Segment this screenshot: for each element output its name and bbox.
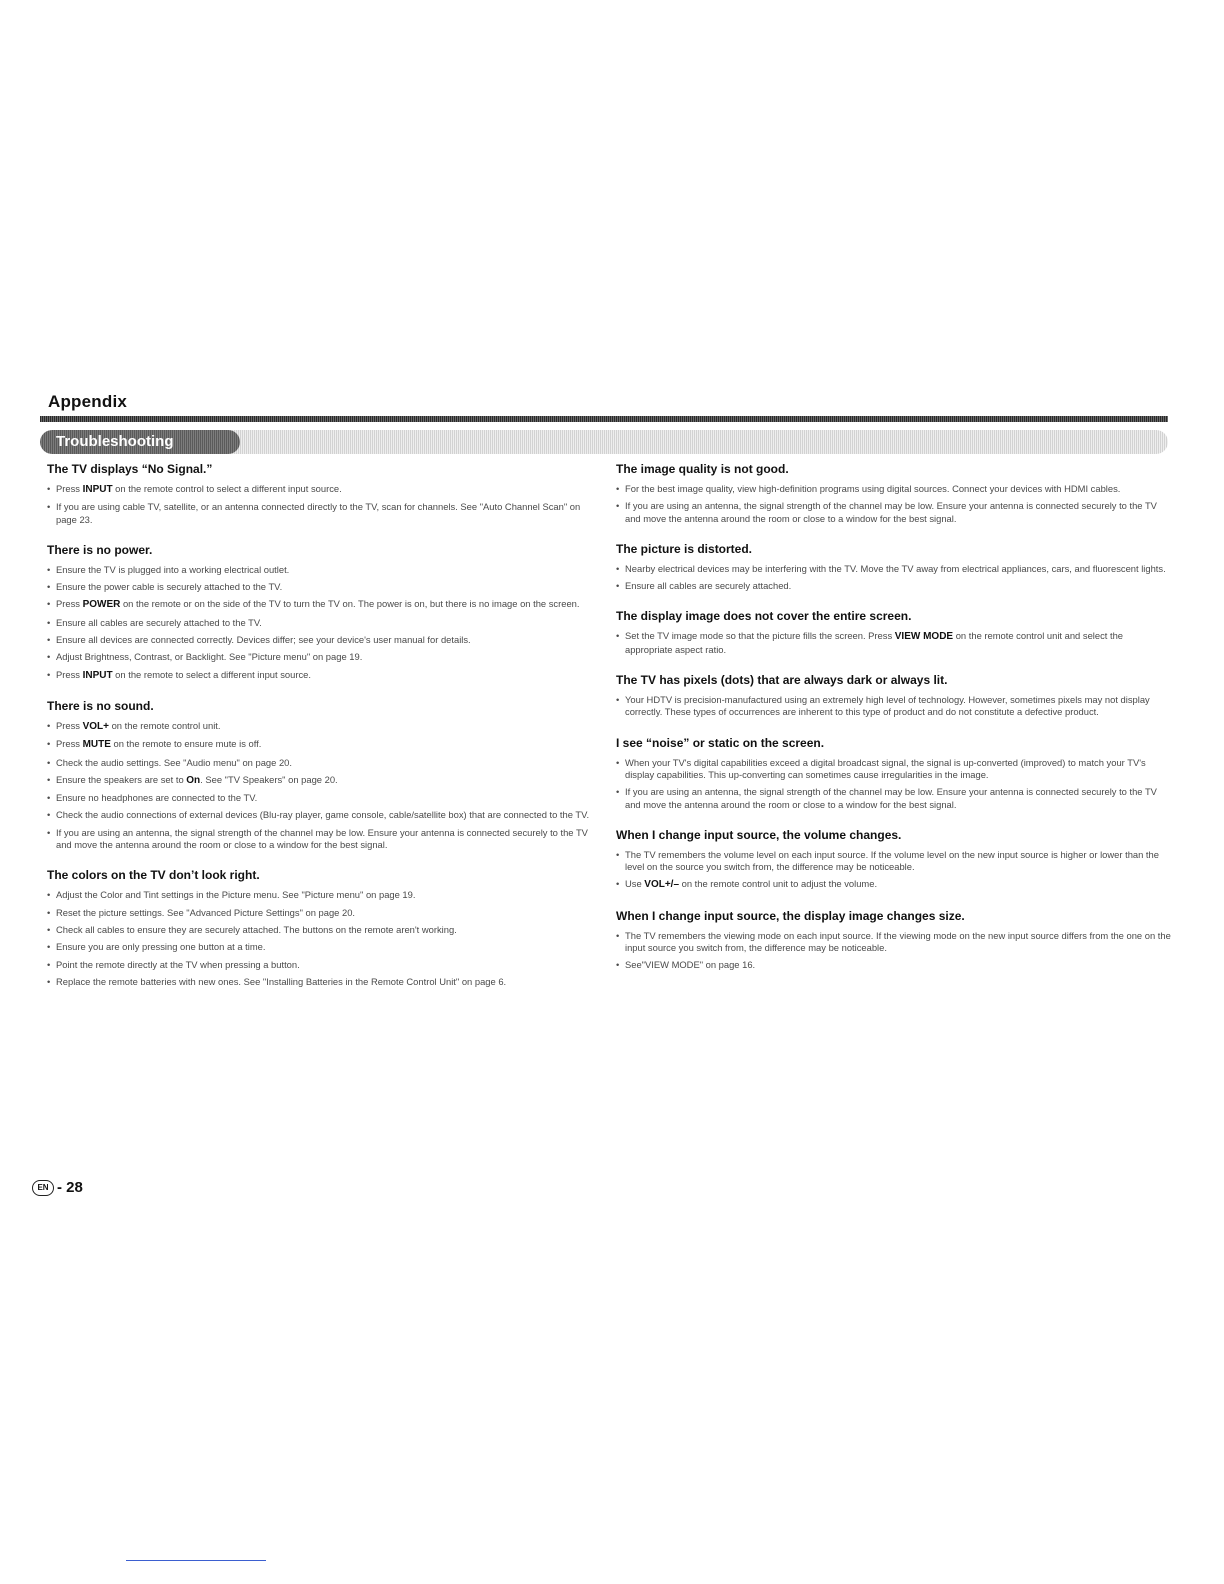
emphasis-text: POWER: [82, 599, 121, 611]
item-text: Press: [56, 483, 83, 494]
item-text: . See "TV Speakers" on page 20.: [200, 773, 338, 785]
list-item: [47, 598, 602, 611]
topic-heading: When I change input source, the display image changes size.: [616, 908, 965, 923]
list-item: [47, 564, 602, 576]
item-text: on the remote or on the side of the TV to turn the TV on. The power is on, but there is no image on the screen.: [120, 598, 580, 610]
section-title: Troubleshooting: [56, 433, 174, 450]
list-item: [616, 878, 1172, 891]
topic-list: [47, 889, 602, 988]
item-text: Check the audio settings. See "Audio menu" on page 20.: [56, 756, 292, 768]
list-item: [47, 581, 602, 593]
troubleshooting-topic: [47, 462, 602, 526]
list-item: [616, 959, 1172, 971]
list-item: [47, 651, 602, 663]
item-text: Point the remote directly at the TV when pressing a button.: [56, 958, 300, 970]
topic-list: [616, 694, 1172, 719]
language-badge-icon: EN: [32, 1180, 54, 1196]
list-item: [47, 738, 602, 751]
footer-rule: [126, 1560, 266, 1561]
item-text: Ensure the speakers are set to: [56, 773, 187, 785]
troubleshooting-topic: [616, 609, 1172, 656]
topic-heading: I see “noise” or static on the screen.: [616, 735, 825, 750]
item-text: Use: [625, 878, 645, 890]
item-text: Adjust the Color and Tint settings in the Picture menu. See "Picture menu" on page 19.: [56, 889, 416, 901]
emphasis-text: VIEW MODE: [894, 631, 954, 643]
topic-list: [616, 757, 1172, 811]
item-text: When your TV's digital capabilities exceed a digital broadcast signal, the signal is up-converted (improved) to match your TV's display capabilities. This up-converting can sometimes cause irregularities in the image.: [625, 756, 1146, 780]
list-item: [47, 483, 602, 496]
item-text: If you are using cable TV, satellite, or an antenna connected directly to the TV, scan for channels. See "Auto Channel Scan" on page 23.: [56, 501, 581, 525]
item-text: Check all cables to ensure they are securely attached. The buttons on the remote aren't working.: [56, 923, 457, 935]
topic-heading: The TV displays “No Signal.”: [47, 462, 213, 476]
item-text: Your HDTV is precision-manufactured using an extremely high level of technology. However, sometimes pixels may not display correctly. These types of occurrences are inherent to this type of product and do not constitute a defective product.: [625, 694, 1150, 718]
list-item: [47, 757, 602, 769]
list-item: [47, 617, 602, 629]
list-item: [47, 889, 602, 901]
item-text: Ensure the power cable is securely attached to the TV.: [56, 581, 283, 593]
emphasis-text: MUTE: [82, 739, 111, 751]
item-text: See"VIEW MODE" on page 16.: [625, 959, 756, 971]
list-item: [47, 774, 602, 787]
list-item: [47, 634, 602, 646]
topic-list: [616, 849, 1172, 892]
item-text: on the remote control unit and select the appropriate aspect ratio.: [625, 630, 1124, 655]
troubleshooting-topic: [47, 543, 602, 682]
item-text: on the remote control unit to adjust the volume.: [679, 878, 878, 890]
list-item: [616, 500, 1172, 525]
topic-heading: When I change input source, the volume changes.: [616, 827, 902, 842]
item-text: Ensure the TV is plugged into a working electrical outlet.: [56, 563, 290, 575]
list-item: [47, 959, 602, 971]
list-item: [47, 669, 602, 682]
emphasis-text: On: [186, 774, 201, 786]
item-text: Set the TV image mode so that the picture fills the screen. Press: [625, 630, 895, 642]
topic-list: [616, 930, 1172, 972]
list-item: [47, 501, 602, 526]
list-item: [616, 930, 1172, 955]
item-text: Press: [56, 719, 83, 731]
list-item: [47, 809, 602, 821]
item-text: on the remote to ensure mute is off.: [110, 738, 262, 750]
item-text: on the remote control to select a different input source.: [112, 483, 342, 494]
troubleshooting-topic: [47, 699, 602, 851]
item-text: Press: [56, 668, 83, 680]
item-text: The TV remembers the viewing mode on each input source. If the viewing mode on the new input source differs from the one on the input source you switch from, the difference may be noticeable.: [625, 929, 1171, 954]
topic-heading: The image quality is not good.: [616, 462, 789, 476]
page-footer: [32, 1179, 83, 1196]
topic-heading: The display image does not cover the entire screen.: [616, 609, 912, 624]
list-item: [616, 563, 1172, 575]
list-item: [616, 786, 1172, 811]
list-item: [616, 757, 1172, 782]
troubleshooting-topic: [616, 673, 1172, 719]
item-text: Check the audio connections of external devices (Blu-ray player, game console, cable/satellite box) that are connected to the TV.: [56, 809, 590, 821]
right-column: [616, 462, 1172, 989]
topic-heading: There is no power.: [47, 542, 153, 557]
item-text: Adjust Brightness, Contrast, or Backlight. See "Picture menu" on page 19.: [56, 651, 363, 663]
section-bar: [40, 430, 1168, 454]
item-text: If you are using an antenna, the signal strength of the channel may be low. Ensure your antenna is connected securely to the TV and move the antenna around the room or close to a window for the best signal.: [625, 500, 1157, 524]
topic-heading: The picture is distorted.: [616, 541, 753, 556]
topic-heading: The TV has pixels (dots) that are always dark or always lit.: [616, 673, 948, 688]
list-item: [616, 580, 1172, 592]
item-text: Ensure all devices are connected correctly. Devices differ; see your device's user manual for details.: [56, 634, 471, 646]
item-text: Ensure no headphones are connected to the TV.: [56, 792, 258, 804]
item-text: If you are using an antenna, the signal strength of the channel may be low. Ensure your antenna is connected securely to the TV and move the antenna around the room or close to a window for the best signal.: [625, 786, 1157, 810]
troubleshooting-topic: [616, 542, 1172, 593]
item-text: Reset the picture settings. See "Advanced Picture Settings" on page 20.: [56, 906, 356, 918]
item-text: For the best image quality, view high-definition programs using digital sources. Connect your devices with HDMI cables.: [625, 483, 1121, 494]
troubleshooting-topic: [616, 736, 1172, 811]
list-item: [616, 630, 1172, 656]
list-item: [616, 694, 1172, 719]
troubleshooting-topic: [47, 868, 602, 988]
topic-list: [616, 483, 1172, 525]
item-text: Ensure you are only pressing one button at a time.: [56, 941, 266, 953]
list-item: [47, 720, 602, 733]
item-text: Nearby electrical devices may be interfering with the TV. Move the TV away from electrical appliances, cars, and fluorescent lights.: [625, 562, 1166, 574]
item-text: Ensure all cables are securely attached to the TV.: [56, 616, 262, 628]
item-text: If you are using an antenna, the signal strength of the channel may be low. Ensure your antenna is connected securely to the TV and move the antenna around the room or close to a window for the best signal.: [56, 826, 588, 851]
item-text: Press: [56, 598, 83, 610]
topic-list: [616, 630, 1172, 656]
list-item: [47, 907, 602, 919]
emphasis-text: VOL+: [82, 720, 109, 732]
item-text: Ensure all cables are securely attached.: [625, 580, 792, 592]
left-column: [47, 462, 602, 1005]
list-item: [616, 483, 1172, 495]
topic-list: [47, 564, 602, 682]
list-item: [47, 976, 602, 988]
troubleshooting-topic: [616, 828, 1172, 892]
topic-list: [47, 720, 602, 851]
emphasis-text: INPUT: [82, 669, 113, 681]
troubleshooting-topic: [616, 909, 1172, 972]
item-text: Replace the remote batteries with new ones. See "Installing Batteries in the Remote Control Unit" on page 6.: [56, 975, 507, 987]
topic-list: [47, 483, 602, 526]
list-item: [47, 827, 602, 852]
list-item: [616, 849, 1172, 874]
emphasis-text: VOL+/–: [644, 879, 680, 891]
troubleshooting-topic: [616, 462, 1172, 525]
topic-heading: There is no sound.: [47, 698, 154, 713]
topic-list: [616, 563, 1172, 593]
list-item: [47, 792, 602, 804]
item-text: The TV remembers the volume level on each input source. If the volume level on the new input source is higher or lower than the level on the source you switch from, the difference may be noticeable.: [625, 848, 1159, 873]
list-item: [47, 941, 602, 953]
item-text: on the remote to select a different input source.: [112, 668, 311, 680]
list-item: [47, 924, 602, 936]
item-text: Press: [56, 738, 83, 750]
heading-rule: [40, 416, 1168, 422]
emphasis-text: INPUT: [82, 484, 113, 495]
topic-heading: The colors on the TV don’t look right.: [47, 868, 260, 883]
item-text: on the remote control unit.: [108, 719, 221, 731]
appendix-heading: Appendix: [48, 392, 128, 411]
page-number: - 28: [57, 1179, 83, 1196]
